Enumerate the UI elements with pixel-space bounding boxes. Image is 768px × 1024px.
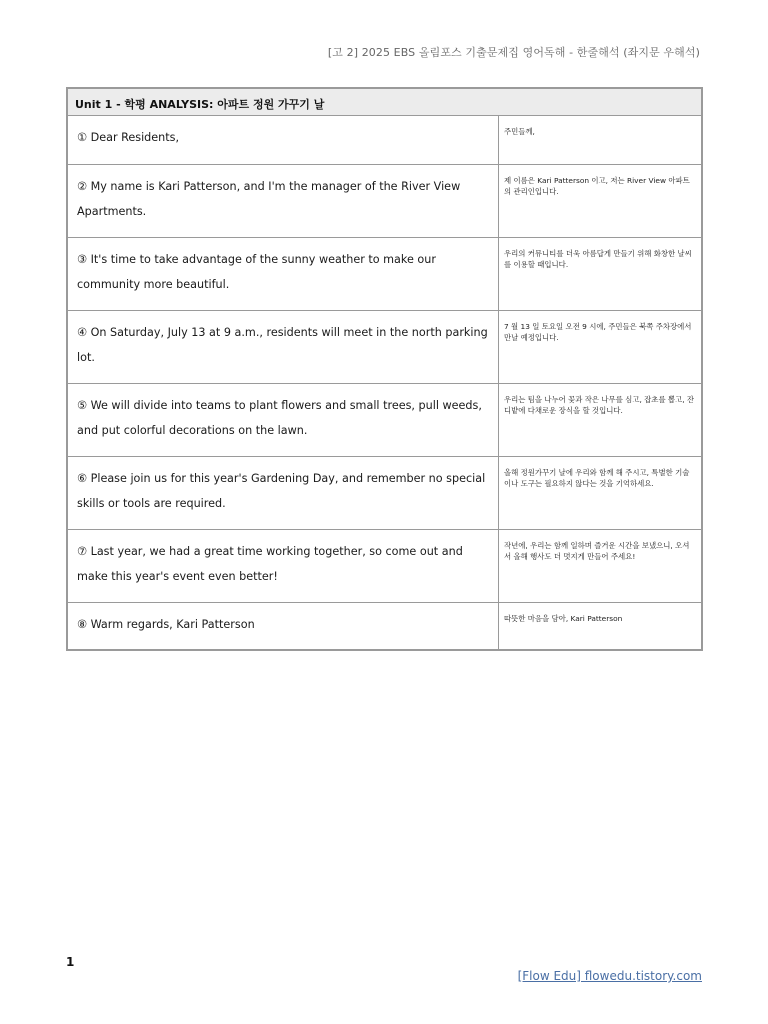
korean-translation: 주민들께, [504,127,535,136]
korean-translation: 작년에, 우리는 함께 일하며 즐거운 시간을 보냈으니, 오셔서 올해 행사도 더 멋지게 만들어 주세요! [504,541,690,561]
table-row [68,383,701,456]
korean-translation: 우리는 팀을 나누어 꽃과 작은 나무를 심고, 잡초를 뽑고, 잔디밭에 다채로운 장식을 할 것입니다. [504,395,695,415]
table-row [68,116,701,164]
footer-link[interactable]: [Flow Edu] flowedu.tistory.com [517,969,702,983]
korean-translation: 따뜻한 마음을 담아, Kari Patterson [504,614,623,623]
english-sentence: ⑧ Warm regards, Kari Patterson [68,603,499,649]
unit-title: Unit 1 - 학평 ANALYSIS: 아파트 정원 가꾸기 날 [68,89,701,116]
english-sentence: ④ On Saturday, July 13 at 9 a.m., residents will meet in the north parking lot. [68,311,499,383]
analysis-table [66,87,703,651]
english-sentence: ② My name is Kari Patterson, and I'm the manager of the River View Apartments. [68,165,499,237]
english-sentence: ⑤ We will divide into teams to plant flowers and small trees, pull weeds, and put colorful decorations on the lawn. [68,384,499,456]
sentence-rows [68,116,701,649]
korean-translation: 우리의 커뮤니티를 더욱 아름답게 만들기 위해 화창한 날씨를 이용할 때입니다. [504,249,692,269]
table-row [68,237,701,310]
english-sentence: ⑦ Last year, we had a great time working together, so come out and make this year's event even better! [68,530,499,602]
table-row [68,456,701,529]
table-row [68,310,701,383]
korean-translation: 올해 정원가꾸기 날에 우리와 함께 해 주시고, 특별한 기술이나 도구는 필요하지 않다는 것을 기억하세요. [504,468,690,488]
table-row [68,602,701,649]
page-header: [고 2] 2025 EBS 올림포스 기출문제집 영어독해 - 한줄해석 (좌지문 우해석) [327,46,700,59]
english-sentence: ⑥ Please join us for this year's Gardening Day, and remember no special skills or tools are required. [68,457,499,529]
page-number: 1 [66,955,75,969]
english-sentence: ③ It's time to take advantage of the sunny weather to make our community more beautiful. [68,238,499,310]
table-row [68,164,701,237]
table-row [68,529,701,602]
korean-translation: 7 월 13 일 토요일 오전 9 시에, 주민들은 북쪽 주차장에서 만날 예정입니다. [504,322,692,342]
english-sentence: ① Dear Residents, [68,116,499,164]
korean-translation: 제 이름은 Kari Patterson 이고, 저는 River View 아파트의 관리인입니다. [504,176,690,196]
